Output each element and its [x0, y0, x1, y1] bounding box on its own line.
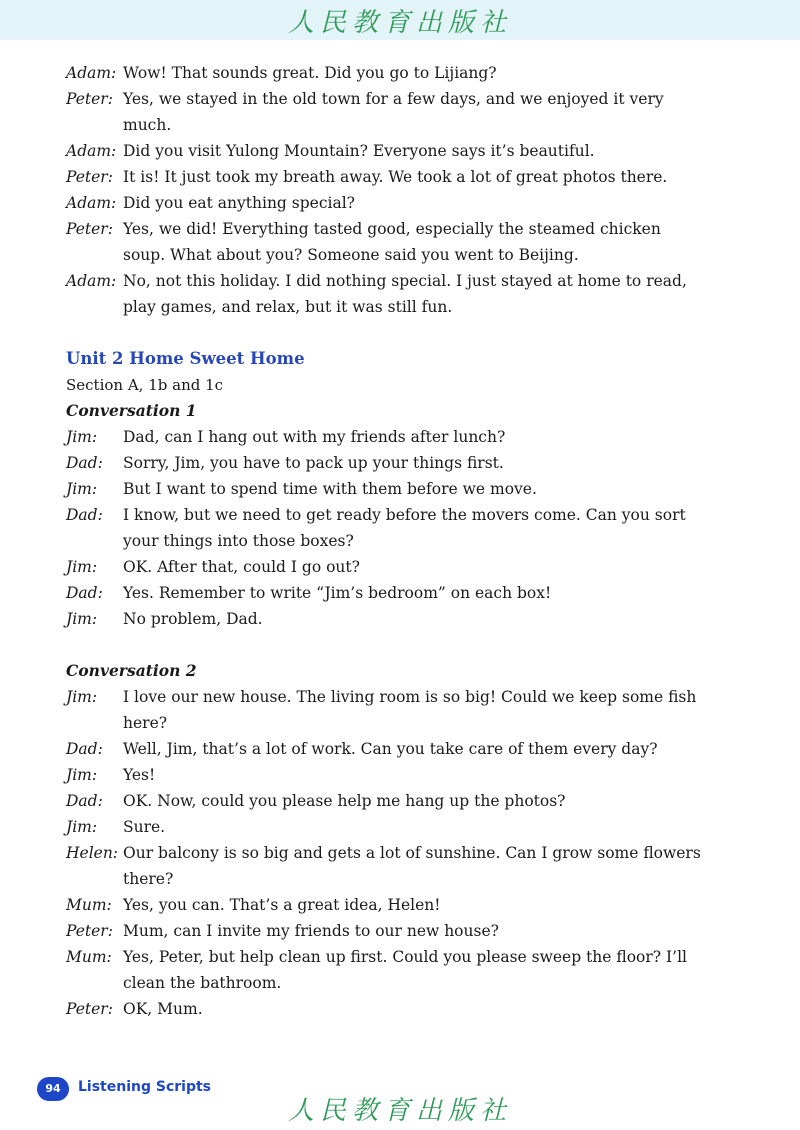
speaker-name: Mum: — [66, 948, 112, 966]
dialogue-text: Yes. Remember to write “Jim’s bedroom” on each box! — [123, 584, 552, 602]
dialogue-text: Dad, can I hang out with my friends after lunch? — [123, 428, 506, 446]
dialogue-text: Sure. — [123, 818, 166, 836]
speaker-name: Peter: — [66, 168, 113, 186]
page-number-badge: 94 — [37, 1077, 69, 1101]
dialogue-text: OK. After that, could I go out? — [123, 558, 360, 576]
dialogue-text: Yes, you can. That’s a great idea, Helen! — [123, 896, 441, 914]
speaker-name: Peter: — [66, 922, 113, 940]
footer-label: Listening Scripts — [78, 1079, 211, 1095]
speaker-name: Adam: — [66, 142, 117, 160]
speaker-name: Dad: — [66, 792, 103, 810]
dialogue-line — [66, 554, 706, 580]
dialogue-line — [66, 60, 706, 86]
conversation-1-title: Conversation 1 — [66, 401, 197, 420]
dialogue-line — [66, 892, 706, 918]
speaker-name: Jim: — [66, 428, 98, 446]
speaker-name: Adam: — [66, 272, 117, 290]
dialogue-line — [66, 814, 706, 840]
dialogue-text: It is! It just took my breath away. We took a lot of great photos there. — [123, 168, 668, 186]
speaker-name: Jim: — [66, 688, 98, 706]
publisher-logo-top: 人民教育出版社 — [287, 8, 512, 38]
speaker-name: Jim: — [66, 766, 98, 784]
dialogue-text: OK. Now, could you please help me hang up the photos? — [123, 792, 566, 810]
dialogue-continued — [66, 60, 706, 320]
dialogue-text: Yes, Peter, but help clean up first. Could you please sweep the floor? I’ll clean the bathroom. — [123, 948, 688, 992]
speaker-name: Dad: — [66, 740, 103, 758]
dialogue-text: Yes! — [123, 766, 156, 784]
dialogue-line — [66, 996, 706, 1022]
speaker-name: Jim: — [66, 558, 98, 576]
dialogue-line — [66, 606, 706, 632]
dialogue-line — [66, 138, 706, 164]
dialogue-line — [66, 424, 706, 450]
speaker-name: Peter: — [66, 1000, 113, 1018]
speaker-name: Peter: — [66, 90, 113, 108]
page-content — [66, 60, 706, 1022]
dialogue-line — [66, 450, 706, 476]
conversation-2 — [66, 684, 706, 1022]
dialogue-text: Well, Jim, that’s a lot of work. Can you take care of them every day? — [123, 740, 658, 758]
dialogue-text: I know, but we need to get ready before the movers come. Can you sort your things into those boxes? — [123, 506, 686, 550]
dialogue-text: Did you visit Yulong Mountain? Everyone says it’s beautiful. — [123, 142, 595, 160]
dialogue-text: Our balcony is so big and gets a lot of sunshine. Can I grow some flowers there? — [123, 844, 701, 888]
dialogue-line — [66, 684, 706, 736]
publisher-logo-bottom: 人民教育出版社 — [287, 1096, 512, 1126]
dialogue-text: No, not this holiday. I did nothing special. I just stayed at home to read, play games, and relax, but it was still fun. — [123, 272, 687, 316]
dialogue-line — [66, 502, 706, 554]
speaker-name: Peter: — [66, 220, 113, 238]
dialogue-line — [66, 164, 706, 190]
speaker-name: Dad: — [66, 454, 103, 472]
dialogue-text: I love our new house. The living room is so big! Could we keep some fish here? — [123, 688, 697, 732]
dialogue-text: Did you eat anything special? — [123, 194, 355, 212]
dialogue-line — [66, 736, 706, 762]
dialogue-text: Mum, can I invite my friends to our new house? — [123, 922, 499, 940]
dialogue-line — [66, 476, 706, 502]
speaker-name: Jim: — [66, 610, 98, 628]
dialogue-line — [66, 190, 706, 216]
conversation-1 — [66, 424, 706, 632]
dialogue-line — [66, 268, 706, 320]
dialogue-text: Sorry, Jim, you have to pack up your things first. — [123, 454, 504, 472]
dialogue-line — [66, 788, 706, 814]
dialogue-line — [66, 944, 706, 996]
dialogue-text: Yes, we did! Everything tasted good, especially the steamed chicken soup. What about you? Someone said you went to Beijing. — [123, 220, 661, 264]
dialogue-line — [66, 216, 706, 268]
dialogue-text: No problem, Dad. — [123, 610, 263, 628]
speaker-name: Dad: — [66, 506, 103, 524]
speaker-name: Dad: — [66, 584, 103, 602]
dialogue-text: But I want to spend time with them before we move. — [123, 480, 537, 498]
dialogue-line — [66, 580, 706, 606]
dialogue-line — [66, 86, 706, 138]
dialogue-text: Yes, we stayed in the old town for a few days, and we enjoyed it very much. — [123, 90, 664, 134]
speaker-name: Adam: — [66, 64, 117, 82]
speaker-name: Jim: — [66, 480, 98, 498]
speaker-name: Jim: — [66, 818, 98, 836]
conversation-2-title: Conversation 2 — [66, 661, 197, 680]
dialogue-line — [66, 762, 706, 788]
speaker-name: Adam: — [66, 194, 117, 212]
unit-title: Unit 2 Home Sweet Home — [66, 349, 305, 368]
speaker-name: Helen: — [66, 844, 119, 862]
section-label: Section A, 1b and 1c — [66, 376, 224, 394]
speaker-name: Mum: — [66, 896, 112, 914]
dialogue-line — [66, 840, 706, 892]
dialogue-text: OK, Mum. — [123, 1000, 203, 1018]
dialogue-line — [66, 918, 706, 944]
dialogue-text: Wow! That sounds great. Did you go to Lijiang? — [123, 64, 497, 82]
